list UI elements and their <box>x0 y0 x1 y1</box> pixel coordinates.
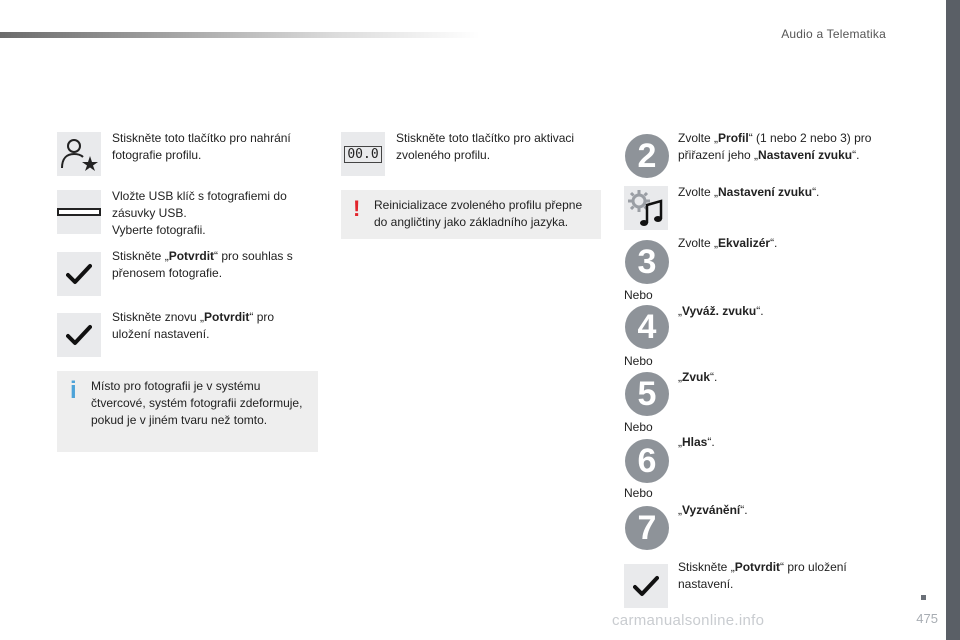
bold-label: Vyváž. zvuku <box>682 304 757 318</box>
step-sound-settings-text <box>678 184 888 201</box>
page-number: 475 <box>916 611 938 626</box>
text-segment: Zvolte „ <box>678 236 719 250</box>
display-readout-value: 00.0 <box>344 146 381 163</box>
step-final-confirm-text <box>678 559 888 593</box>
watermark: carmanualsonline.info <box>612 612 765 629</box>
section-title: Audio a Telematika <box>781 27 886 41</box>
step-number-3: 3 <box>625 240 669 284</box>
header-gradient-bar <box>0 32 480 38</box>
step-confirm-text <box>112 248 312 282</box>
text-segment: “. <box>756 304 764 318</box>
step-number-7: 7 <box>625 506 669 550</box>
step5-text <box>678 369 888 386</box>
gear-music-icon[interactable] <box>624 186 668 230</box>
step-number-2: 2 <box>625 134 669 178</box>
step-confirm-again-text <box>112 309 312 343</box>
usb-slot-icon <box>57 190 101 234</box>
text-segment: „ <box>678 370 682 384</box>
bold-label: Potvrdit <box>168 249 215 263</box>
step3-text <box>678 235 888 252</box>
bold-label: Nastavení zvuku <box>758 148 853 162</box>
text-segment: “ pro souhlas s přenosem fotografie. <box>112 249 293 280</box>
text-segment: „ <box>678 503 682 517</box>
text-segment: Stiskněte „ <box>112 249 169 263</box>
bold-label: Potvrdit <box>204 310 250 324</box>
step7-text <box>678 502 888 519</box>
checkmark-icon[interactable] <box>624 564 668 608</box>
text-segment: “. <box>710 370 718 384</box>
step-number-6: 6 <box>625 439 669 483</box>
bold-label: Profil <box>718 131 749 145</box>
text-segment: „ <box>678 435 682 449</box>
nebo-label: Nebo <box>624 354 653 368</box>
text-segment: “. <box>852 148 860 162</box>
bold-label: Ekvalizér <box>718 236 771 250</box>
text-segment: “. <box>740 503 748 517</box>
checkmark-icon[interactable] <box>57 313 101 357</box>
text-segment: “ (1 nebo 2 nebo 3) pro přiřazení jeho „ <box>678 131 872 162</box>
step-activate-profile-text: Stiskněte toto tlačítko pro aktivaci zvoleného profilu. <box>396 131 575 162</box>
nebo-label: Nebo <box>624 288 653 302</box>
step2-text <box>678 130 888 164</box>
user-star-icon[interactable] <box>57 132 101 176</box>
bold-label: Potvrdit <box>734 560 781 574</box>
step-usb-text <box>112 188 312 239</box>
text-segment: Zvolte „ <box>678 185 719 199</box>
page-marker <box>921 595 926 600</box>
bold-label: Vyzvánění <box>682 503 741 517</box>
info-icon: i <box>70 377 77 404</box>
warning-icon: ! <box>353 196 361 221</box>
text-segment: “ pro uložení nastavení. <box>678 560 847 591</box>
info-note-text: Místo pro fotografii je v systému čtvercové, systém fotografii zdeformuje, pokud je v jiném tvaru než tomto. <box>91 379 303 427</box>
step4-text <box>678 303 888 320</box>
nebo-label: Nebo <box>624 420 653 434</box>
text-segment: Zvolte „ <box>678 131 719 145</box>
nebo-label: Nebo <box>624 486 653 500</box>
warning-note <box>341 190 601 239</box>
step6-text <box>678 434 888 451</box>
text-segment: “. <box>707 435 715 449</box>
text-segment: “. <box>770 236 778 250</box>
step-usb-line-2: Vyberte fotografii. <box>112 223 206 237</box>
info-note <box>57 371 318 452</box>
bold-label: Nastavení zvuku <box>718 185 813 199</box>
step-number-5: 5 <box>625 372 669 416</box>
step-upload-photo-text: Stiskněte toto tlačítko pro nahrání fotografie profilu. <box>112 131 291 162</box>
text-segment: “ pro uložení nastavení. <box>112 310 275 341</box>
text-segment: Stiskněte znovu „ <box>112 310 205 324</box>
display-readout-icon[interactable] <box>341 132 385 176</box>
text-segment: „ <box>678 304 682 318</box>
text-segment: “. <box>812 185 820 199</box>
step-number-4: 4 <box>625 305 669 349</box>
checkmark-icon[interactable] <box>57 252 101 296</box>
bold-label: Hlas <box>682 435 708 449</box>
text-segment: Stiskněte „ <box>678 560 735 574</box>
page-edge-bar <box>946 0 960 640</box>
warning-note-text: Reinicializace zvoleného profilu přepne do angličtiny jako základního jazyka. <box>374 198 583 229</box>
bold-label: Zvuk <box>682 370 711 384</box>
step-usb-line-1: Vložte USB klíč s fotografiemi do zásuvky USB. <box>112 189 287 220</box>
